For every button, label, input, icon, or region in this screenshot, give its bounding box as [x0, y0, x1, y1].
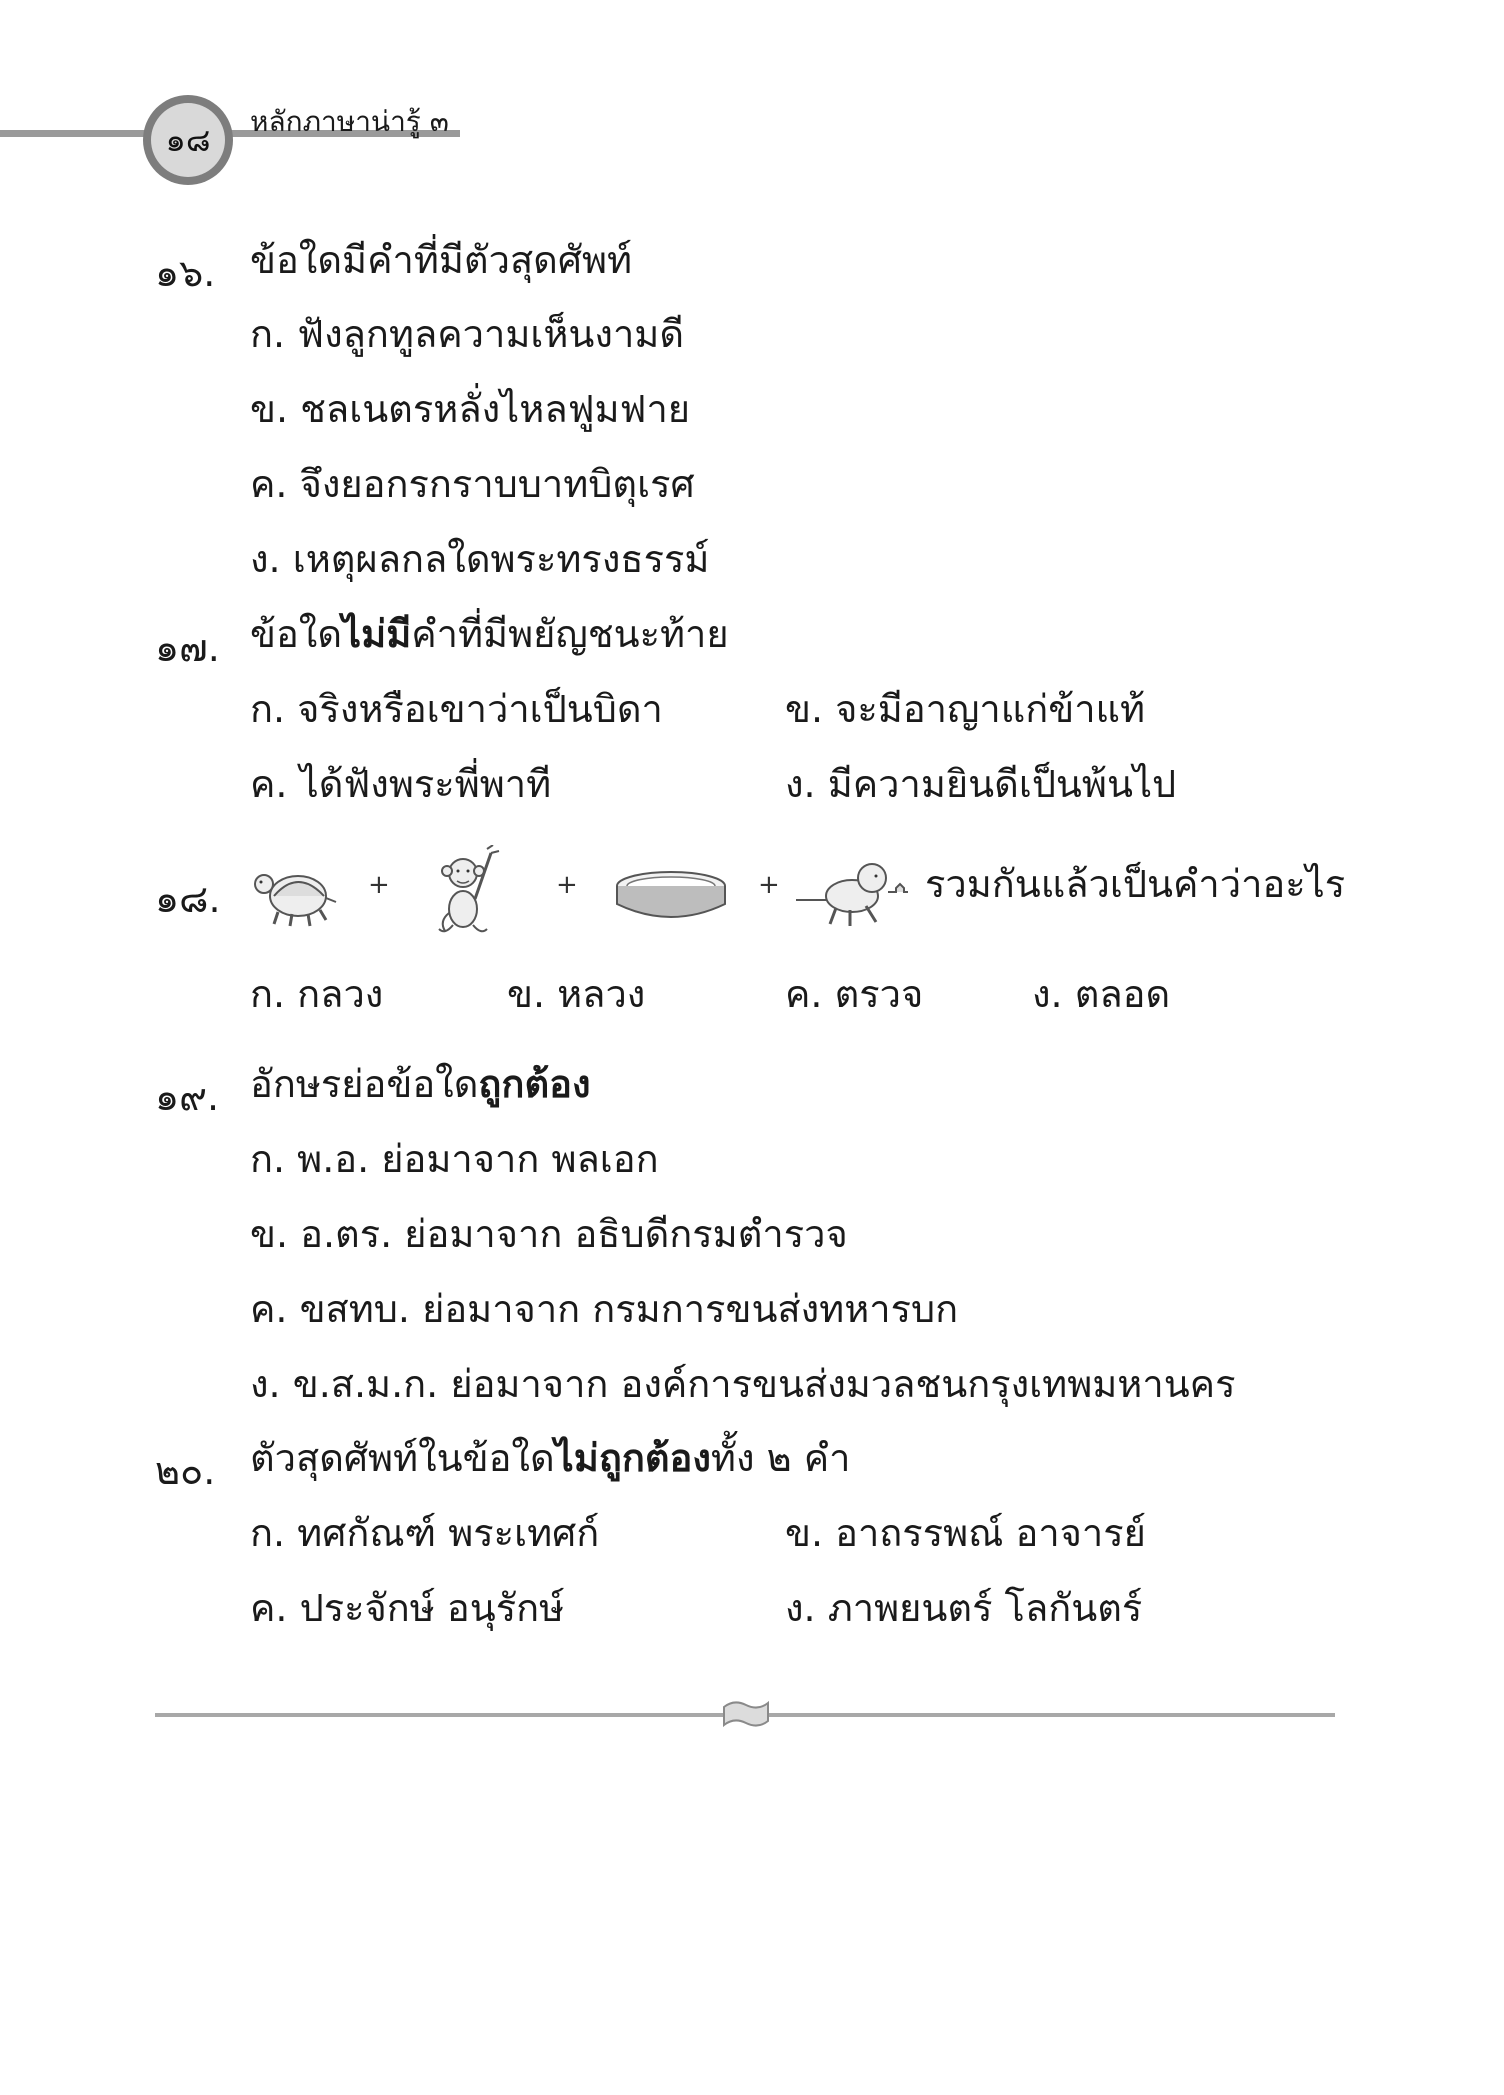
q20-number: ๒๐. [155, 1449, 216, 1493]
q19-option-a: ก. พ.อ. ย่อมาจาก พลเอก [250, 1137, 659, 1181]
q20-option-b: ข. อาถรรพณ์ อาจารย์ [785, 1511, 1146, 1555]
q19-question: อักษรย่อข้อใดถูกต้อง [250, 1062, 591, 1106]
q16-option-b: ข. ชลเนตรหลั่งไหลฟูมฟาย [250, 387, 691, 431]
q17-option-b: ข. จะมีอาญาแก่ข้าแท้ [785, 687, 1146, 731]
q16-option-a: ก. ฟังลูกทูลความเห็นงามดี [250, 312, 685, 356]
q17-question: ข้อใดไม่มีคำที่มีพยัญชนะท้าย [250, 612, 729, 656]
q20-option-c: ค. ประจักษ์ อนุรักษ์ [250, 1586, 565, 1630]
q20-option-d: ง. ภาพยนตร์ โลกันตร์ [785, 1586, 1143, 1630]
plus-sign-3: + [758, 870, 780, 900]
q19-option-d: ง. ข.ส.ม.ก. ย่อมาจาก องค์การขนส่งมวลชนกรุงเทพมหานคร [250, 1362, 1236, 1406]
q18-option-a: ก. กลวง [250, 972, 384, 1016]
q20-question: ตัวสุดศัพท์ในข้อใดไม่ถูกต้องทั้ง ๒ คำ [250, 1436, 851, 1480]
footer-ornament-icon [720, 1697, 772, 1731]
q18-option-b: ข. หลวง [507, 972, 646, 1016]
page-number: ๑๘ [151, 103, 225, 177]
q18-option-c: ค. ตรวจ [785, 972, 924, 1016]
q17-option-a: ก. จริงหรือเขาว่าเป็นบิดา [250, 687, 663, 731]
q17-number: ๑๗. [155, 626, 220, 670]
q19-option-b: ข. อ.ตร. ย่อมาจาก อธิบดีกรมตำรวจ [250, 1212, 848, 1256]
book-title: หลักภาษาน่ารู้ ๓ [250, 105, 449, 138]
plus-sign-1: + [368, 870, 390, 900]
q18-number: ๑๘. [155, 877, 221, 921]
q17-option-d: ง. มีความยินดีเป็นพ้นไป [785, 762, 1177, 806]
tray-picture [612, 838, 730, 938]
plus-sign-2: + [556, 870, 578, 900]
q19-number: ๑๙. [155, 1075, 220, 1119]
q19-option-c: ค. ขสทบ. ย่อมาจาก กรมการขนส่งทหารบก [250, 1287, 959, 1331]
q18-option-d: ง. ตลอด [1032, 972, 1171, 1016]
q16-number: ๑๖. [155, 251, 216, 295]
q16-option-c: ค. จึงยอกรกราบบาทบิตุเรศ [250, 462, 695, 506]
q20-option-a: ก. ทศกัณฑ์ พระเทศก์ [250, 1511, 600, 1555]
monkey-picture [425, 845, 505, 945]
q16-question: ข้อใดมีคำที่มีตัวสุดศัพท์ [250, 238, 633, 282]
q17-option-c: ค. ได้ฟังพระพี่พาที [250, 762, 552, 806]
crawling-baby-picture [792, 838, 922, 938]
q18-question: รวมกันแล้วเป็นคำว่าอะไร [925, 862, 1346, 906]
q16-option-d: ง. เหตุผลกลใดพระทรงธรรม์ [250, 537, 710, 581]
turtle-picture [248, 838, 338, 938]
